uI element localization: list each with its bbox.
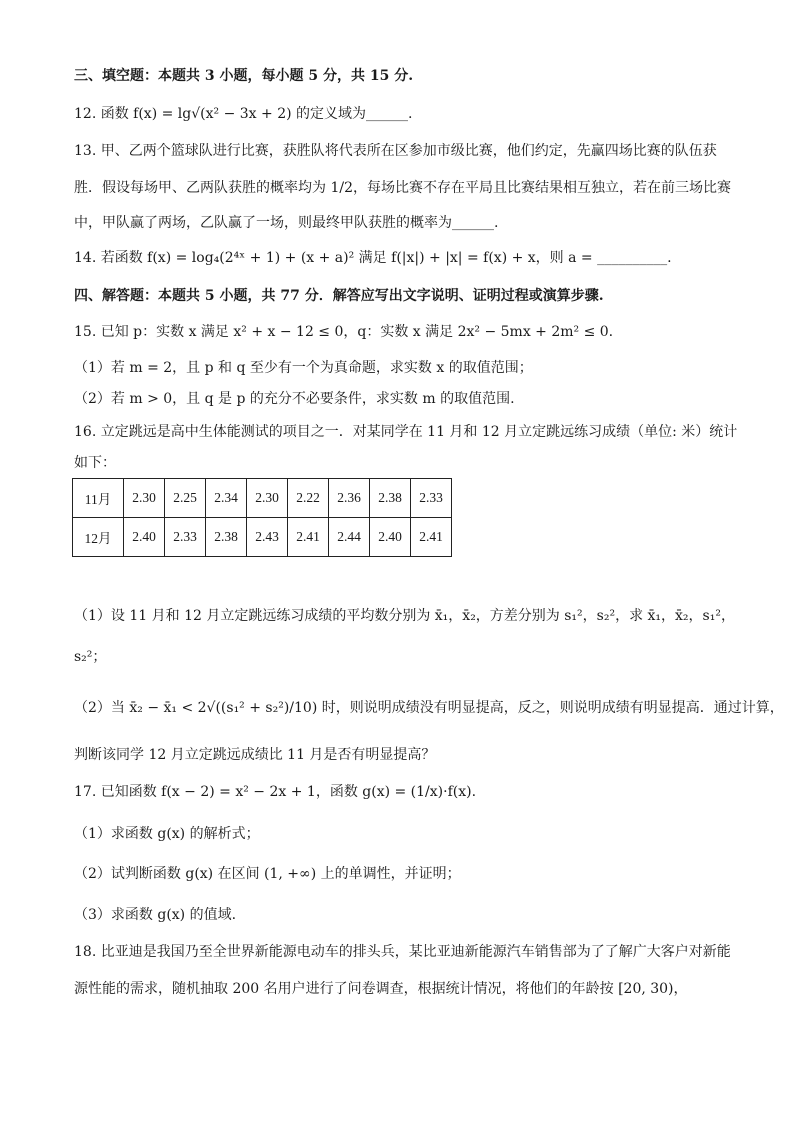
- question-15-stem: 15. 已知 p：实数 x 满足 x² + x − 12 ≤ 0，q：实数 x 满足 2x² − 5mx + 2m² ≤ 0.: [74, 324, 614, 340]
- table-cell: 2.41: [411, 518, 452, 557]
- question-18-line-2: 源性能的需求，随机抽取 200 名用户进行了问卷调查，根据统计情况，将他们的年龄按 [20, 30)，: [74, 981, 688, 997]
- question-15-part-1: （1）若 m = 2，且 p 和 q 至少有一个为真命题，求实数 x 的取值范围；: [74, 360, 533, 376]
- table-cell: 12月: [73, 518, 124, 557]
- table-cell: 2.41: [288, 518, 329, 557]
- question-12: 12. 函数 f(x) = lg√(x² − 3x + 2) 的定义域为______.: [74, 106, 413, 122]
- jump-scores-table: [72, 478, 452, 557]
- table-cell: 2.33: [165, 518, 206, 557]
- table-cell: 2.43: [247, 518, 288, 557]
- table-cell: 2.33: [411, 479, 452, 518]
- table-cell: 2.40: [124, 518, 165, 557]
- table-cell: 2.40: [370, 518, 411, 557]
- table-cell: 2.25: [165, 479, 206, 518]
- question-18-line-1: 18. 比亚迪是我国乃至全世界新能源电动车的排头兵，某比亚迪新能源汽车销售部为了了解广大客户对新能: [74, 944, 731, 960]
- table-cell: 2.22: [288, 479, 329, 518]
- table-row: [73, 518, 452, 557]
- question-16-line-2: 如下：: [74, 455, 116, 471]
- table-cell: 2.36: [329, 479, 370, 518]
- question-14: 14. 若函数 f(x) = log₄(2⁴ˣ + 1) + (x + a)² 满足 f(|x|) + |x| = f(x) + x，则 a = __________.: [74, 250, 672, 266]
- question-13-line-2: 胜．假设每场甲、乙两队获胜的概率均为 1/2，每场比赛不存在平局且比赛结果相互独立，若在前三场比赛: [74, 180, 731, 196]
- table-row: [73, 479, 452, 518]
- question-16-line-1: 16. 立定跳远是高中生体能测试的项目之一．对某同学在 11 月和 12 月立定跳远练习成绩（单位: 米）统计: [74, 424, 738, 440]
- section-4-heading: 四、解答题：本题共 5 小题，共 77 分．解答应写出文字说明、证明过程或演算步骤.: [74, 288, 604, 304]
- table-cell: 2.34: [206, 479, 247, 518]
- table-cell: 2.30: [247, 479, 288, 518]
- table-cell: 2.44: [329, 518, 370, 557]
- question-17-stem: 17. 已知函数 f(x − 2) = x² − 2x + 1，函数 g(x) = (1/x)·f(x).: [74, 784, 477, 800]
- question-16-part-1-line-2: s₂²；: [74, 649, 107, 665]
- question-17-part-3: （3）求函数 g(x) 的值域.: [74, 907, 237, 923]
- table-cell: 2.38: [206, 518, 247, 557]
- question-13-line-1: 13. 甲、乙两个篮球队进行比赛，获胜队将代表所在区参加市级比赛，他们约定，先赢四场比赛的队伍获: [74, 143, 717, 159]
- table-cell: 11月: [73, 479, 124, 518]
- question-17-part-1: （1）求函数 g(x) 的解析式；: [74, 826, 260, 842]
- question-16-part-2-line-1: （2）当 x̄₂ − x̄₁ < 2√((s₁² + s₂²)/10) 时，则说明成绩没有明显提高，反之，则说明成绩有明显提高．通过计算，: [74, 700, 784, 716]
- question-13-line-3: 中，甲队赢了两场，乙队赢了一场，则最终甲队获胜的概率为______.: [74, 215, 499, 231]
- table-cell: 2.30: [124, 479, 165, 518]
- question-17-part-2: （2）试判断函数 g(x) 在区间 (1, +∞) 上的单调性，并证明；: [74, 866, 461, 882]
- section-3-heading: 三、填空题：本题共 3 小题，每小题 5 分，共 15 分.: [74, 68, 414, 84]
- table-cell: 2.38: [370, 479, 411, 518]
- question-16-part-1-line-1: （1）设 11 月和 12 月立定跳远练习成绩的平均数分别为 x̄₁，x̄₂，方差分别为 s₁²，s₂²，求 x̄₁，x̄₂，s₁²，: [74, 608, 735, 624]
- question-15-part-2: （2）若 m > 0，且 q 是 p 的充分不必要条件，求实数 m 的取值范围.: [74, 391, 515, 407]
- question-16-part-2-line-2: 判断该同学 12 月立定跳远成绩比 11 月是否有明显提高？: [74, 747, 436, 763]
